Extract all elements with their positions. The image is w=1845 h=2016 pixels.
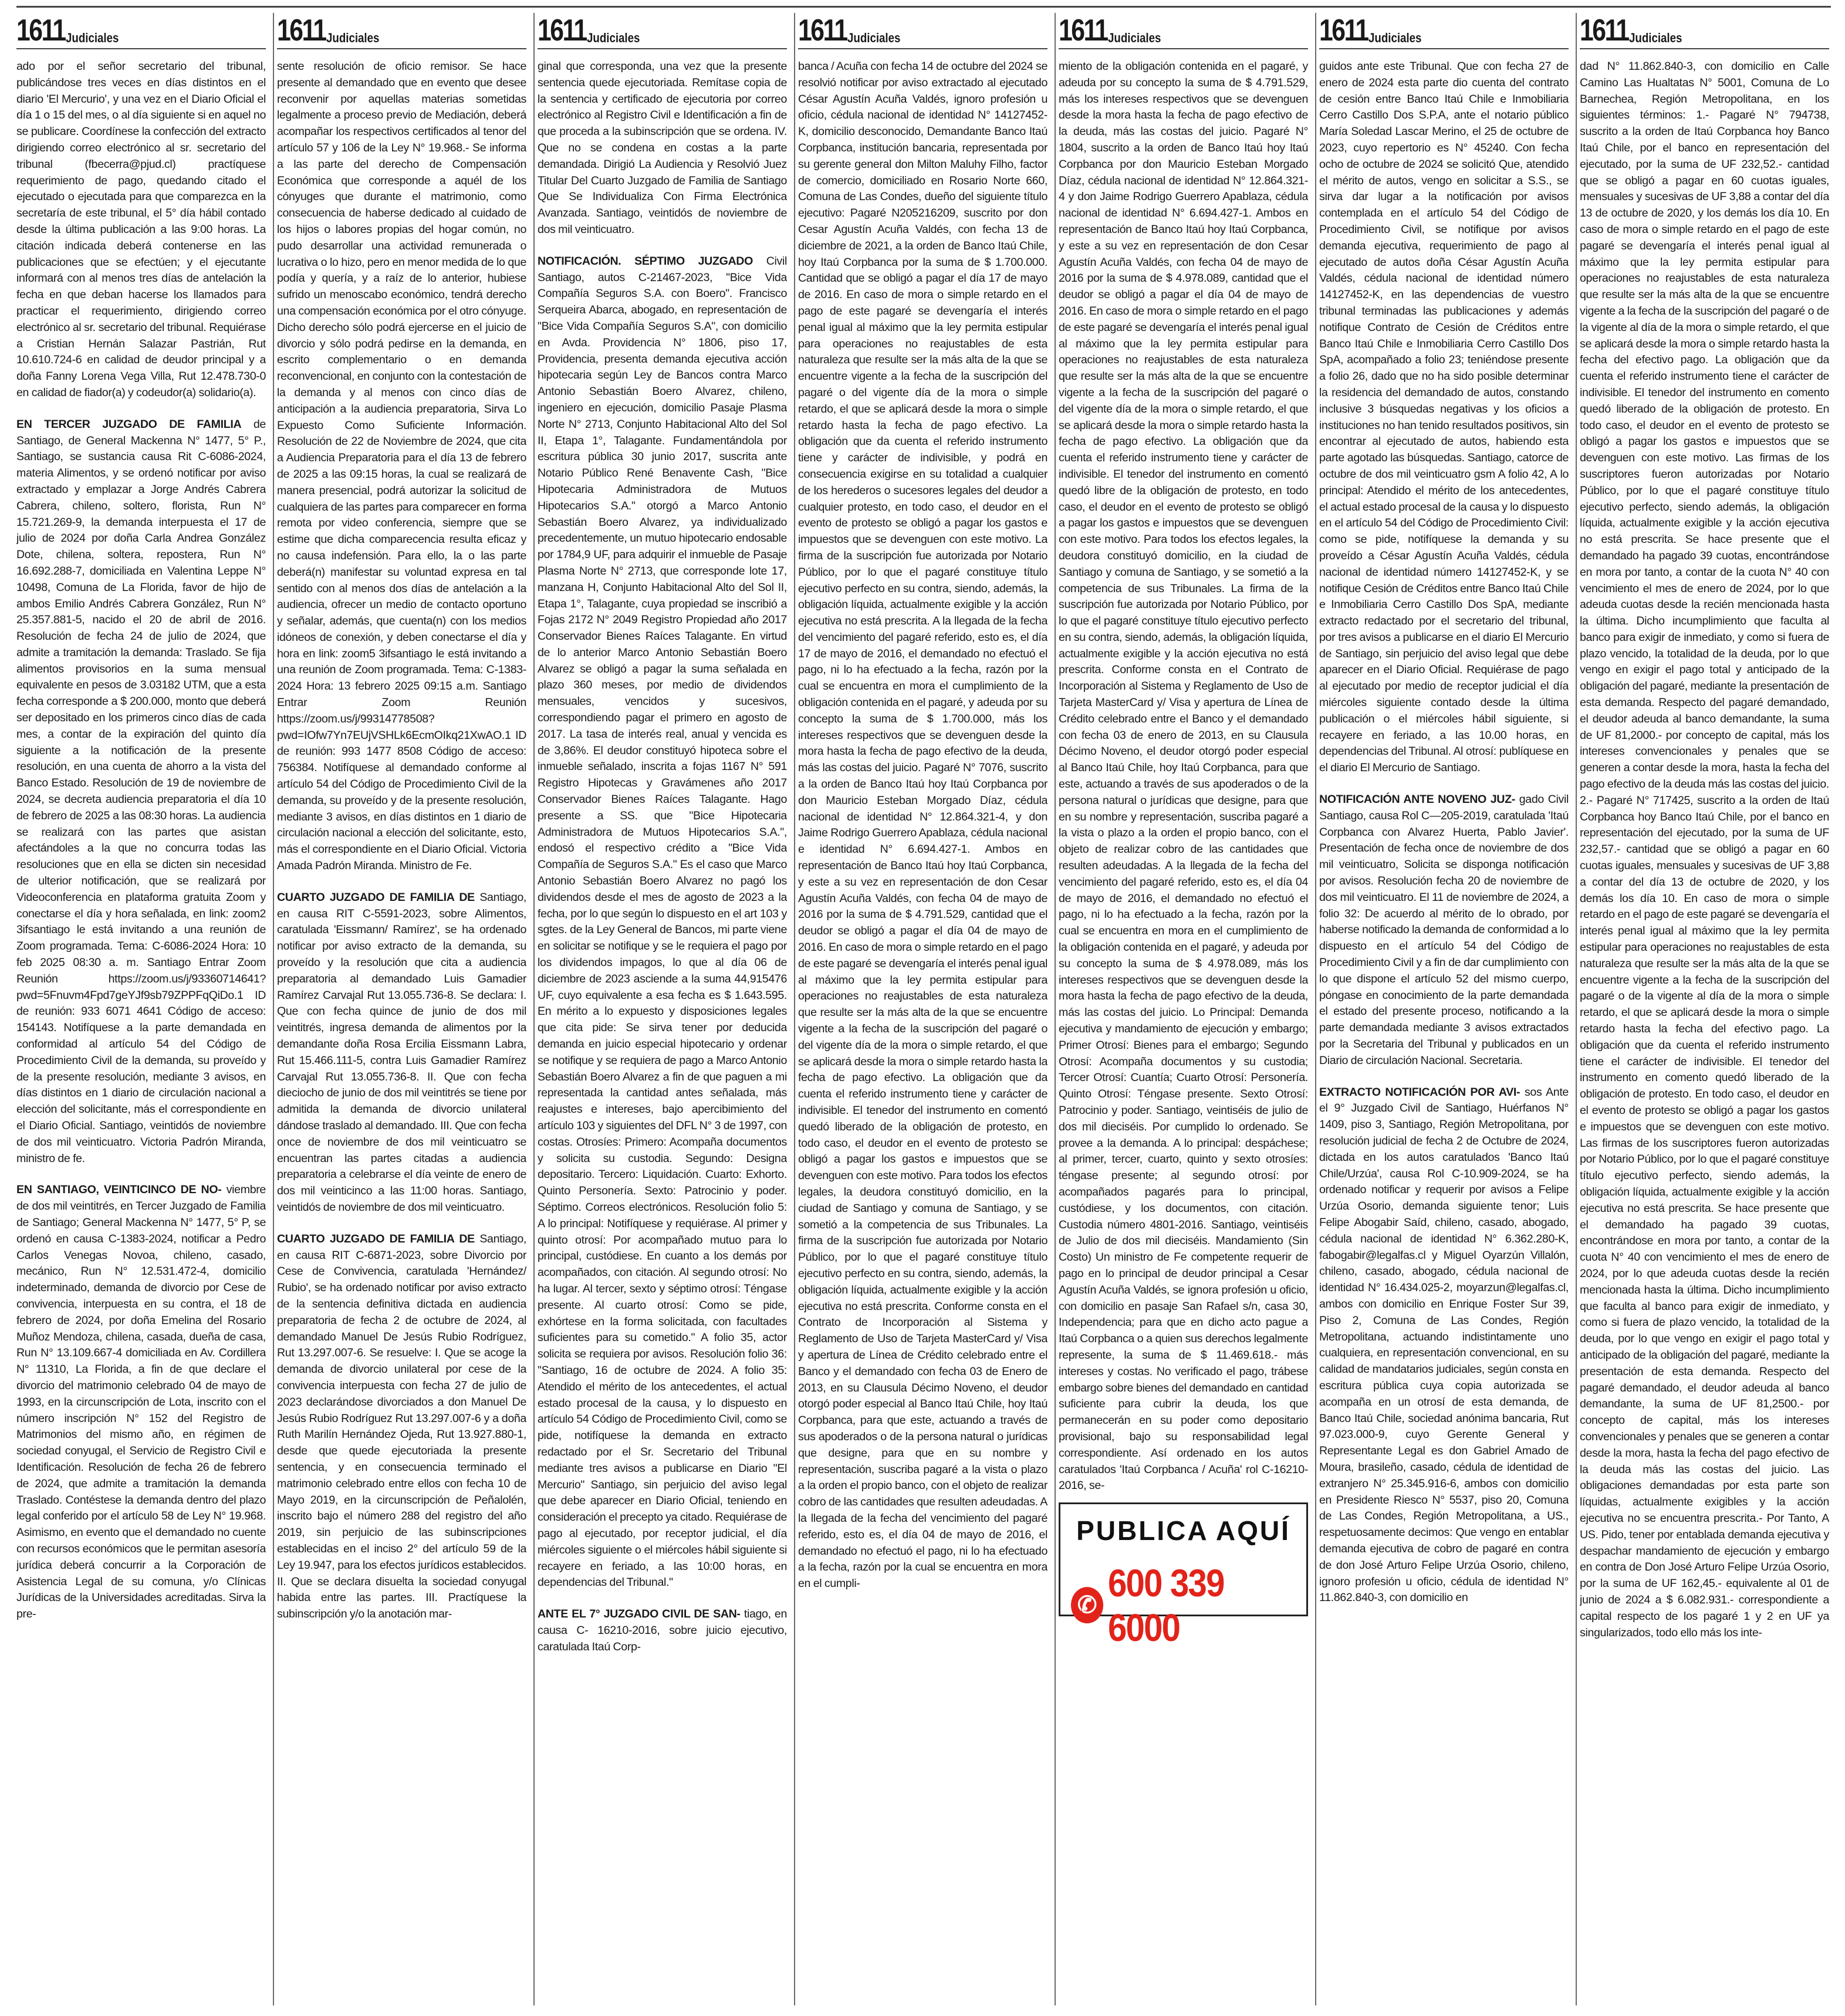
column-1	[16, 13, 266, 2005]
notice-text: ado por el señor secretario del tribunal, publicándose tres veces en días distintos en el diario 'El Mercurio', y una vez en el Diario Oficial el día 1 o 15 del mes, o al día siguiente si en aquel no se publicare. Coordínese la confección del extracto dirigiendo correo electrónico al sr. secretario del tribunal (fbecerra@pjud.cl) practíquese requerimiento de pago, quedando citado el ejecutado o ejecutada para que comparezca en la secretaría de este tribunal, el 5° día hábil contado desde la última publicación a las 9:00 horas. La citación indicada deberá contenerse en las publicaciones que se efectúen; y el ejecutante informará con al menos tres días de antelación la fecha en que deban hacerse los llamados para practicar el requerimiento, dirigiendo correo electrónico al sr. secretario del tribunal. Requiérase a Cristian Hernán Salazar Pastrián, Rut 10.610.724-6 en calidad de deudor principal y a doña Fanny Lorena Vega Villa, Rut 12.478.730-0 en calidad de fiador(a) y codeudor(a) solidario(a).	[16, 60, 266, 399]
legal-notice	[277, 890, 526, 1216]
column-divider	[1055, 13, 1056, 2005]
notice-text: ginal que corresponda, una vez que la presente sentencia quede ejecutoriada. Remítase copia de la sentencia y certificado de ejecutoria por correo electrónico al Registro Civil e Identificación a fin de que proceda a la subinscripción que se ordena. IV. Que no se condena en costas a la parte demandada. Dirigió La Audiencia y Resolvió Juez Titular Del Cuarto Juzgado de Familia de Santiago Que Se Individualiza Con Firma Electrónica Avanzada. Santiago, veintidós de noviembre de dos mil veinticuatro.	[538, 60, 787, 236]
legal-notice	[798, 59, 1047, 1592]
legal-notice	[1319, 59, 1569, 776]
column-header	[538, 13, 787, 49]
section-name: Judiciales	[1629, 31, 1682, 45]
column-header	[1319, 13, 1569, 49]
notice-text: sente resolución de oficio remisor. Se hace presente al demandado que en evento que desee reconvenir por aquellas materias sometidas legalmente a proceso previo de Mediación, deberá acompañar los respectivos certificados al tenor del artículo 57 y 106 de la Ley N° 19.968.- Se informa a las parte del derecho de Compensación Económica que corresponde a aquél de los cónyuges que durante el matrimonio, como consecuencia de haberse dedicado al cuidado de los hijos o labores propias del hogar común, no pudo desarrollar una actividad remunerada o lucrativa o lo hizo, pero en menor medida de lo que podía y quería, y a raíz de lo anterior, hubiese sufrido un menoscabo económico, tendrá derecho una compensación económica por el otro cónyuge. Dicho derecho sólo podrá ejercerse en el juicio de divorcio y sólo podrá pedirse en la demanda, en escrito complementario o en demanda reconvencional, en conjunto con la contestación de la demanda y al menos con cinco días de anticipación a la audiencia preparatoria, Sirva Lo Expuesto Como Suficiente Información. Resolución de 22 de Noviembre de 2024, que cita a Audiencia Preparatoria para el día 13 de febrero de 2025 a las 09:15 horas, la cual se realizará de manera presencial, podrá autorizar la solicitud de cualquiera de las partes para comparecer en forma remota por video conferencia, siempre que se estime que dicha comparecencia resulta eficaz y no causa indefensión. Para ello, la o las parte deberá(n) manifestar su voluntad expresa en tal sentido con al menos dos días de antelación a la audiencia, ofrecer un medio de contacto oportuno y señalar, además, que cuenta(n) con los medios idóneos de conexión, y deben conectarse el día y hora en link: zoom5 3ifsantiago le está invitando a una reunión de Zoom programada. Tema: C-1383-2024 Hora: 13 febrero 2025 09:15 a.m. Santiago Entrar Zoom Reunión https://zoom.us/j/99314778508?pwd=IOfw7Yn7EUjVSHLk6EcmOIkq21XwAO.1 ID de reunión: 993 1477 8508 Código de acceso: 756384. Notifíquese al demandado conforme al artículo 54 del Código de Procedimiento Civil de la demanda, su proveído y de la presente resolución, mediante 3 avisos, en días distintos en 1 diario de circulación nacional a elección del solicitante, esto, más el correspondiente en el Diario Oficial. Victoria Amada Padrón Miranda. Ministro de Fe.	[277, 60, 526, 873]
page-number: 1611	[277, 13, 326, 48]
section-name: Judiciales	[847, 31, 901, 45]
column-divider	[273, 13, 274, 2005]
page-number: 1611	[798, 13, 847, 48]
notice-text: gado Civil Santiago, causa Rol C—205-2019, caratulada 'Itaú Corpbanca con Alvarez Huerta, Pablo Javier'. Presentación de fecha once de noviembre de dos mil veinticuatro, Solicita se disponga notificación por avisos. Resolución fecha 20 de noviembre de dos mil veinticuatro. El 11 de noviembre de 2024, a folio 32: De acuerdo al mérito de lo obrado, por haberse notificado la demanda de conformidad a lo dispuesto en el artículo 54 del Código de Procedimiento Civil y a fin de dar cumplimiento con lo que dispone el artículo 52 del mismo cuerpo, póngase en conocimiento de la parte demandada el estado del presente proceso, notificando a la parte demandada mediante 3 avisos extractados por la Secretaria del Tribunal y publicados en un Diario de circulación Nacional. Secretaria.	[1319, 793, 1569, 1067]
notice-heading: NOTIFICACIÓN. SÉPTIMO JUZGADO	[538, 254, 753, 268]
column-header	[277, 13, 526, 49]
column-5	[1059, 13, 1308, 2005]
column-divider	[1576, 13, 1577, 2005]
section-name: Judiciales	[1368, 31, 1422, 45]
section-name: Judiciales	[587, 31, 640, 45]
legal-notice	[1059, 59, 1308, 1494]
page-number: 1611	[1580, 13, 1628, 48]
newspaper-page	[16, 6, 1831, 2001]
ad-phone-number: 600 339 6000	[1108, 1561, 1224, 1650]
column-2	[277, 13, 526, 2005]
column-6	[1319, 13, 1569, 2005]
notice-heading: ANTE EL 7° JUZGADO CIVIL DE SAN-	[538, 1608, 741, 1621]
page-number: 1611	[538, 13, 586, 48]
column-header	[1580, 13, 1829, 49]
notice-heading: CUARTO JUZGADO DE FAMILIA DE	[277, 1232, 475, 1245]
notice-text: guidos ante este Tribunal. Que con fecha 27 de enero de 2024 esta parte dio cuenta del contrato de cesión entre Banco Itaú Chile e Inmobiliaria Cerro Castillo Dos S.P.A, ante el notario público María Soledad Lascar Merino, el 25 de octubre de 2023, cuyo repertorio es N° 45240. Con fecha ocho de octubre de 2024 se solicitó Que, atendido el mérito de autos, vengo en solicitar a S.S., se sirva dar lugar a la notificación por avisos contemplada en el artículo 54 del Código de Procedimiento Civil, se notifique por avisos demanda ejecutiva, requerimiento de pago al ejecutado de autos doña César Agustín Acuña Valdés, cédula nacional de identidad número 14127452-K, en las dependencias de vuestro tribunal terminadas las publicaciones y además notifique Contrato de Cesión de Créditos entre Banco Itaú Chile e Inmobiliaria Cerro Castillo Dos SpA, acompañado a folio 23; teniéndose presente a folio 26, dado que no ha sido posible determinar la residencia del demandado de autos, constando inclusive 3 búsquedas negativas y los oficios a instituciones no han tenido resultados positivos, sin encontrar al ejecutado de autos, habiendo esta parte agotado las búsquedas. Santiago, catorce de octubre de dos mil veinticuatro gsm A folio 42, A lo principal: Atendido el mérito de los antecedentes, el actual estado procesal de la causa y lo dispuesto en el artículo 54 del Código de Procedimiento Civil: como se pide, notifíquese la demanda y su proveído a César Agustín Acuña Valdés, cédula nacional de identidad número 14127452-K, y se notifique Cesión de Créditos entre Banco Itaú Chile e Inmobiliaria Cerro Castillo Dos SpA, mediante extracto redactado por el secretario del tribunal, por tres avisos a publicarse en el diario El Mercurio de Santiago, sin perjuicio del aviso legal que debe aparecer en el Diario Oficial. Requiérase de pago al ejecutado por medio de receptor judicial el día miércoles siguiente contado desde la última publicación o el miércoles hábil siguiente, si recayere en feriado, a las 10.00 horas, en dependencias del Tribunal. Al otrosí: publíquese en el diario El Mercurio de Santiago.	[1319, 60, 1569, 775]
column-4	[798, 13, 1047, 2005]
column-header	[798, 13, 1047, 49]
notice-heading: EN TERCER JUZGADO DE FAMILIA	[16, 417, 242, 431]
section-name: Judiciales	[326, 31, 380, 45]
legal-notice	[16, 417, 266, 1167]
column-divider	[533, 13, 535, 2005]
legal-notice	[277, 1231, 526, 1623]
page-number: 1611	[1319, 13, 1368, 48]
column-header	[1059, 13, 1308, 49]
notice-text: dad N° 11.862.840-3, con domicilio en Calle Camino Las Hualtatas N° 5001, Comuna de Lo Barnechea, Región Metropolitana, en los siguientes términos: 1.- Pagaré N° 794738, suscrito a la orden de Itaú Corpbanca hoy Banco Itaú Chile, por el banco en representación del ejecutado, por la suma de UF 232,52.- cantidad que se obligó a pagar en 60 cuotas iguales, mensuales y sucesivas de UF 3,88 a contar del día 13 de octubre de 2020, y los demás los día 10. En caso de mora o simple retardo en el pago de este pagaré se devengaría el interés penal igual al máximo que la ley permita estipular para operaciones no reajustables de esta naturaleza que resulte ser la más alta de la que se encuentre vigente a la fecha de la suscripción del pagaré o de la vigente al día de la mora o simple retardo, el que se aplicará desde la mora o simple retardo hasta la fecha del efectivo pago. La obligación que da cuenta el referido instrumento tiene el carácter de indivisible. El tenedor del instrumento en comento quedó liberado de la obligación de protesto. En todo caso, el deudor en el evento de protesto se obligó a pagar los gastos e impuestos que se devenguen con este motivo. Las firmas de los suscriptores fueron autorizadas por Notario Público, por lo que el pagaré constituye título ejecutivo perfecto, siendo además, la obligación líquida, actualmente exigible y la acción ejecutiva no está prescrita. Se hace presente que el demandado ha pagado 39 cuotas, encontrándose en mora por tanto, a contar de la cuota N° 40 con vencimiento el mes de enero de 2024, por lo que adeuda cuotas desde la recién mencionada hasta la última. Dicho incumplimiento que faculta al banco para exigir de inmediato, y como si fuera de plazo vencido, la totalidad de la deuda, por lo que vengo en exigir el pago total y anticipado de la obligación del pagaré, mediante la presentación de esta demanda. Respecto del pagaré demandado, el deudor adeuda al banco demandante, la suma de UF 81,2000.- por concepto de capital, más los intereses convencionales y penales que se generen a contar desde la mora, hasta la fecha del pago efectivo de la deuda más las costas del juicio. 2.- Pagaré N° 717425, suscrito a la orden de Itaú Corpbanca hoy Banco Itaú Chile, por el banco en representación del ejecutado, por la suma de UF 232,57.- cantidad que se obligó a pagar en 60 cuotas iguales, mensuales y sucesivas de UF 3,88 a contar del día 13 de octubre de 2020, y los demás los día 10. En caso de mora o simple retardo en el pago de este pagaré se devengaría el interés penal igual al máximo que la ley permita estipular para operaciones no reajustables de esta naturaleza que resulte ser la más alta de la que se encuentre vigente a la fecha de la suscripción del pagaré o de la vigente al día de la mora o simple retardo, el que se aplicará desde la mora o simple retardo hasta la fecha del efectivo pago. La obligación que da cuenta el referido instrumento tiene el carácter de indivisible. El tenedor del instrumento en comento quedó liberado de la obligación de protesto. En todo caso, el deudor en el evento de protesto se obligó a pagar los gastos e impuestos que se devenguen con este motivo. Las firmas de los suscriptores fueron autorizadas por Notario Público, por lo que el pagaré constituye título ejecutivo perfecto, siendo además, la obligación líquida, actualmente exigible y la acción ejecutiva no está prescrita. Se hace presente que el demandado ha pagado 39 cuotas, encontrándose en mora por tanto, a contar de la cuota N° 40 con vencimiento el mes de enero de 2024, por lo que adeuda cuotas desde la recién mencionada hasta la última. Dicho incumplimiento que faculta al banco para exigir de inmediato, y como si fuera de plazo vencido, la totalidad de la deuda, por lo que vengo en exigir el pago total y anticipado de la obligación del pagaré, mediante la presentación de esta demanda. Respecto del pagaré demandado, el deudor adeuda al banco demandante, la suma de UF 81,2500.- por concepto de capital, más los intereses convencionales y penales que se generen a contar desde la mora, hasta la fecha del pago efectivo de la deuda más las costas del juicio. Las obligaciones demandadas por esta parte son líquidas, actualmente exigibles y la acción ejecutiva no se encuentra prescrita.- Por Tanto, A US. Pido, tener por entablada demanda ejecutiva y despachar mandamiento de ejecución y embargo en contra de Don José Arturo Felipe Urzúa Osorio, por la suma de UF 162,45.- equivalente al 01 de junio de 2024 a $ 6.082.931.- correspondiente a capital respecto de los pagaré 1 y 2 en UF ya singularizados, todo ello más los inte-	[1580, 60, 1829, 1639]
legal-notice	[538, 59, 787, 238]
legal-notice	[16, 1182, 266, 1623]
column-header	[16, 13, 266, 49]
notice-text: de Santiago, de General Mackenna N° 1477, 5° P., Santiago, se sustancia causa Rit C-6086-2024, materia Alimentos, y se ordenó notificar por aviso extractado y emplazar a Jorge Andrés Cabrera Cabrera, chileno, soltero, florista, Run N° 15.721.269-9, la demanda interpuesta el 17 de julio de 2024 por doña Carla Andrea González Dote, chilena, soltera, repostera, Run N° 16.692.288-7, domiciliada en Valentina Leppe N° 10498, Comuna de La Florida, favor de hijo de ambos Emilio Andrés Cabrera González, Run N° 25.357.881-5, nacido el 20 de abril de 2016. Resolución de fecha 24 de julio de 2024, que admite a tramitación la demanda: Traslado. Se fija alimentos provisorios en la suma mensual equivalente en pesos de 3.03182 UTM, que a esta fecha corresponde a $ 200.000, monto que deberá ser depositado en los primeros cinco días de cada mes, a contar de la expiración del quinto día siguiente a la notificación de la presente resolución, en una cuenta de ahorro a la vista del Banco Estado. Resolución de 19 de noviembre de 2024, se decreta audiencia preparatoria el día 10 de febrero de 2025 a las 08:30 horas. La audiencia se realizará con las partes que asistan afectándoles a la que no concurra todas las resoluciones que en ella se dicten sin necesidad de ulterior notificación, que se realizará por Videoconferencia en plataforma gratuita Zoom y conectarse el día y hora señalada, en link: zoom2 3ifsantiago le está invitando a una reunión de Zoom programada. Tema: C-6086-2024 Hora: 10 feb 2025 08:30 a. m. Santiago Entrar Zoom Reunión https://zoom.us/j/93360714641?pwd=5Fnuvm4Fpd7geYJf9sb79ZPPFqQiDo.1 ID de reunión: 933 6071 4641 Código de acceso: 154143. Notifíquese a la parte demandada en conformidad al artículo 54 del Código de Procedimiento Civil de la demanda, su proveído y de la presente resolución, mediante 3 avisos, en días distintos en 1 diario de circulación nacional a elección del solicitante, más el correspondiente en el Diario Oficial. Santiago, veintidós de noviembre de dos mil veinticuatro. Victoria Padrón Miranda, ministro de fe.	[16, 417, 266, 1165]
notice-text: Santiago, en causa RIT C-5591-2023, sobre Alimentos, caratulada 'Eissmann/ Ramírez', se ha ordenado notificar por aviso extracto de la demanda, su proveído y la resolución que cita a audiencia preparatoria al demandado Luis Gamadier Ramírez Carvajal Rut 13.055.736-8. Se declara: I. Que con fecha quince de junio de dos mil veintitrés, ingresa demanda de alimentos por la demandante doña Rosa Ercilia Eissmann Labra, Rut 15.466.111-5, contra Luis Gamadier Ramírez Carvajal Rut 13.055.736-8. II. Que con fecha dieciocho de junio de dos mil veintitrés se tiene por admitida la demanda de divorcio unilateral dándose traslado al demandado. III. Que con fecha once de noviembre de dos mil veinticuatro se encuentran las partes citadas a audiencia preparatoria a celebrarse el día veinte de enero de dos mil veinticinco a las 11:00 horas. Santiago, veintidós de noviembre de dos mil veinticuatro.	[277, 890, 526, 1214]
page-number: 1611	[1059, 13, 1107, 48]
notice-heading: EXTRACTO NOTIFICACIÓN POR AVI-	[1319, 1085, 1520, 1099]
column-divider	[794, 13, 795, 2005]
legal-notice	[1319, 792, 1569, 1069]
legal-notice	[277, 59, 526, 874]
legal-notice	[538, 1606, 787, 1655]
ad-phone	[1071, 1561, 1306, 1650]
column-7	[1580, 13, 1829, 2005]
notice-text: Civil Santiago, autos C-21467-2023, "Bice Vida Compañía Seguros S.A. con Boero". Francisco Serqueira Abarca, abogado, en representación de "Bice Vida Compañía Seguros S.A", con domicilio en Avda. Providencia N° 1806, piso 17, Providencia, presenta demanda ejecutiva acción hipotecaria según Ley de Bancos contra Marco Antonio Sebastián Boero Alvarez, chileno, ingeniero en ejecución, domicilio Pasaje Plasma Norte N° 2713, Conjunto Habitacional Alto del Sol II, Etapa 1°, Talagante. Fundamentándola por escritura pública 30 junio 2017, suscrita ante Notario Público René Benavente Cash, "Bice Hipotecaria Administradora de Mutuos Hipotecarios S.A." otorgó a Marco Antonio Sebastián Boero Alvarez, ya individualizado precedentemente, un mutuo hipotecario endosable por 1784,9 UF, para adquirir el inmueble de Pasaje Plasma Norte N° 2713, que corresponde lote 17, manzana H, Conjunto Habitacional Alto del Sol II, Etapa 1°, Talagante, cuya propiedad se inscribió a Fojas 2172 N° 2049 Registro Propiedad año 2017 Conservador Bienes Raíces Talagante. En virtud de lo anterior Marco Antonio Sebastián Boero Alvarez se obligó a pagar la suma señalada en plazo 360 meses, por medio de dividendos mensuales, vencidos y sucesivos, correspondiendo pagar el primero en agosto de 2017. La tasa de interés real, anual y vencida es de 3,86%. El deudor constituyó hipoteca sobre el inmueble señalado, inscrita a fojas 1167 N° 591 Registro Hipotecas y Gravámenes año 2017 Conservador Bienes Raíces Talagante. Hago presente a SS. que "Bice Hipotecaria Administradora de Mutuos Hipotecarios S.A.", endosó el respectivo crédito a "Bice Vida Compañía de Seguros S.A." Es el caso que Marco Antonio Sebastián Boero Alvarez no pagó los dividendos desde el mes de agosto de 2023 a la fecha, por lo que según lo dispuesto en el art 103 y sgtes. de la Ley General de Bancos, mi parte viene en solicitar se notifique y se le requiera el pago por los dividendos impagos, lo que al día 06 de diciembre de 2023 asciende a la suma 44,915476 UF, cuyo equivalente a esa fecha es $ 1.643.595. En mérito a lo expuesto y disposiciones legales que cita pide: Se sirva tener por deducida demanda en juicio especial hipotecario y ordenar se notifique y se requiera de pago a Marco Antonio Sebastián Boero Alvarez a fin de que paguen a mi representada la cantidad antes señalada, más reajustes e intereses, bajo apercibimiento del artículo 103 y siguientes del DFL N° 3 de 1997, con costas. Otrosíes: Primero: Acompaña documentos y solicita su custodia. Segundo: Designa depositario. Tercero: Liquidación. Cuarto: Exhorto. Quinto Personería. Sexto: Patrocinio y poder. Séptimo. Correos electrónicos. Resolución folio 5: A lo principal: Notifíquese y requiérase. Al primer y quinto otrosí: Por acompañado mutuo para lo principal, custódiese. En cuanto a los demás por acompañados, con citación. Al segundo otrosí: No ha lugar. Al tercer, sexto y séptimo otrosí: Téngase presente. Al cuarto otrosí: Como se pide, exhórtese en la forma solicitada, con facultades suficientes para su cometido." A folio 35, actor solicita se requiera por avisos. Resolución folio 36: "Santiago, 16 de octubre de 2024. A folio 35: Atendido el mérito de los antecedentes, el actual estado procesal de la causa, y lo dispuesto en artículo 54 Código de Procedimiento Civil, como se pide, notifíquese la demanda en extracto redactado por el Sr. Secretario del Tribunal mediante tres avisos a publicarse en Diario "El Mercurio" Santiago, sin perjuicio del aviso legal que debe aparecer en Diario Oficial, teniendo en consideración el precepto ya citado. Requiérase de pago al ejecutado, por receptor judicial, el día miércoles siguiente o el miércoles hábil siguiente si recayere en feriado, a las 10:00 horas, en dependencias del Tribunal."	[538, 254, 787, 1589]
section-name: Judiciales	[66, 31, 119, 45]
notice-text: viembre de dos mil veintitrés, en Tercer Juzgado de Familia de Santiago; General Mackenna N° 1477, 5° P, se ordenó en causa C-1383-2024, notificar a Pedro Carlos Venegas Novoa, chileno, casado, mecánico, Run N° 12.531.472-4, domicilio indeterminado, demanda de divorcio por Cese de convivencia, interpuesta en su contra, el 18 de febrero de 2024, por doña Emelina del Rosario Muñoz Mendoza, chilena, casada, dueña de casa, Run N° 13.109.667-4 domiciliada en Av. Cordillera N° 11310, La Florida, a fin de que declare el divorcio del matrimonio celebrado 04 de mayo de 1993, en la circunscripción de Lota, inscrito con el número inscripción N° 152 del Registro de Matrimonios del mismo año, en régimen de sociedad conyugal, el Servicio de Registro Civil e Identificación. Resolución de fecha 26 de febrero de 2024, que admite a tramitación la demanda Traslado. Contéstese la demanda dentro del plazo legal conferido por el artículo 58 de Ley N° 19.968. Asimismo, en evento que el demandado no cuente con recursos económicos que le permitan asesoría jurídica deberá concurrir a la Corporación de Asistencia Legal de su comuna, y/o Clínicas Jurídicas de la Universidades acreditadas. Sirva la pre-	[16, 1183, 266, 1621]
notice-text: sos Ante el 9° Juzgado Civil de Santiago, Huérfanos N° 1409, piso 3, Santiago, Región Metropolitana, por resolución judicial de fecha 2 de Octubre de 2024, dictada en los autos caratulados 'Banco Itaú Chile/Urzúa', causa Rol C-10.909-2024, se ha ordenado notificar y requerir por avisos a Felipe Urzúa Osorio, demanda siguiente tenor; Luis Felipe Abogabir Saíd, chileno, casado, abogado, cédula nacional de identidad N° 6.362.280-K, fabogabir@legalfas.cl y Miguel Oyarzún Villalón, chileno, casado, abogado, cédula nacional de identidad N° 16.434.025-2, moyarzun@legalfas.cl, ambos con domicilio en Enrique Foster Sur 39, Piso 2, Comuna de Las Condes, Región Metropolitana, actuando indistintamente uno cualquiera, en representación convencional, en su calidad de mandatarios judiciales, según consta en escritura pública cuya copia autorizada se acompaña en un otrosí de esta demanda, de Banco Itaú Chile, sociedad anónima bancaria, Rut 97.023.000-9, cuyo Gerente General y Representante Legal es don Gabriel Amado de Moura, brasileño, casado, cédula de identidad de extranjero N° 25.345.916-6, ambos con domicilio en Presidente Riesco N° 5537, piso 20, Comuna de Las Condes, Región Metropolitana, a US., respetuosamente decimos: Que vengo en entablar demanda ejecutiva de cobro de pagaré en contra de don José Arturo Felipe Urzúa Osorio, chileno, ignoro profesión u oficio, cédula de identidad N° 11.862.840-3, con domicilio en	[1319, 1085, 1569, 1605]
notice-heading: CUARTO JUZGADO DE FAMILIA DE	[277, 890, 475, 904]
notice-text: Santiago, en causa RIT C-6871-2023, sobre Divorcio por Cese de Convivencia, caratulada 'Hernández/ Rubio', se ha ordenado notificar por aviso extracto de la sentencia definitiva dictada en audiencia preparatoria de fecha 2 de octubre de 2024, al demandado Manuel De Jesús Rubio Rodríguez, Rut 13.297.007-6. Se resuelve: I. Que se acoge la demanda de divorcio unilateral por cese de la convivencia interpuesta con fecha 27 de julio de 2023 declarándose divorciados a don Manuel De Jesús Rubio Rodríguez Rut 13.297.007-6 y a doña Ruth Marilín Hernández Ojeda, Rut 13.927.880-1, desde que quede ejecutoriada la presente sentencia, y en consecuencia terminado el matrimonio celebrado entre ellos con fecha 10 de Mayo 2019, en la circunscripción de Peñalolén, inscrito bajo el número 288 del registro del año 2019, sin perjuicio de las subinscripciones establecidas en el inciso 2° del artículo 59 de la Ley 19.947, para los efectos jurídicos establecidos. II. Que se declara disuelta la sociedad conyugal habida entre las partes. III. Practíquese la subinscripción y/o la anotación mar-	[277, 1232, 526, 1621]
notice-heading: EN SANTIAGO, VEINTICINCO DE NO-	[16, 1183, 222, 1197]
legal-notice	[538, 254, 787, 1591]
phone-icon: ✆	[1071, 1587, 1103, 1623]
ad-title: PUBLICA AQUÍ	[1076, 1515, 1290, 1546]
column-3	[538, 13, 787, 2005]
top-rule	[16, 6, 1831, 8]
notice-text: banca / Acuña con fecha 14 de octubre del 2024 se resolvió notificar por aviso extractado al ejecutado César Agustín Acuña Valdés, ignoro profesión u oficio, cédula nacional de identidad N° 14127452-K, domicilio desconocido, Demandante Banco Itaú Corpbanca, institución bancaria, representada por su gerente general don Milton Maluhy Filho, factor de comercio, domiciliado en Rosario Norte 660, Comuna de Las Condes, dueño del siguiente título ejecutivo: Pagaré N205216209, suscrito por don Cesar Agustín Acuña Valdés, con fecha 13 de diciembre de 2021, a la orden de Banco Itaú Chile, hoy Itaú Corpbanca por la suma de $ 1.700.000. Cantidad que se obligó a pagar el día 17 de mayo de 2016. En caso de mora o simple retardo en el pago de este pagaré se devengaría el interés penal igual al máximo que la ley permita estipular para operaciones no reajustables de esta naturaleza que resulte ser la más alta de la que se encuentre vigente a la fecha de la suscripción del pagaré o del vigente día de la mora o simple retardo, el que se aplicará desde la mora o simple retardo hasta la fecha de pago efectivo. La obligación que da cuenta el referido instrumento tiene y carácter de indivisible, y podrá en consecuencia exigirse en su totalidad a cualquier de los herederos o sucesores legales del deudor a cualquier protesto, en todo caso, el deudor en el evento de protesto se obligó a pagar los gastos e impuestos que se devenguen con este motivo. La firma de la suscripción fue autorizada por Notario Público, por lo que el pagaré constituye título ejecutivo perfecto en su contra, siendo, además, la obligación líquida, actualmente exigible y la acción ejecutiva no está prescrita. A la llegada de la fecha del vencimiento del pagaré referido, esto es, el día 17 de mayo de 2016, el demandado no efectuó el pago, ni lo ha efectuado a la fecha, razón por la cual se encuentra en mora el cumplimiento de la obligación contenida en el pagaré, y adeuda por su concepto la suma de $ 1.700.000, más los intereses respectivos que se devenguen desde la mora hasta la fecha de pago efectivo de la deuda, más las costas del juicio. Pagaré N° 7076, suscrito a la orden de Banco Itaú hoy Itaú Corpbanca por don Mauricio Esteban Morgado Díaz, cédula nacional de identidad N° 12.864.321-4, y don Jaime Rodrigo Guerrero Apablaza, cédula nacional e identidad N° 6.694.427-1. Ambos en representación de Banco Itaú hoy Itaú Corpbanca, y este a su vez en representación de don Cesar Agustín Acuña Valdés, con fecha 04 de mayo de 2016 por la suma de $ 4.791.529, cantidad que el deudor se obligó a pagar el día 04 de mayo de 2016. En caso de mora o simple retardo en el pago de este pagaré se devengaría el interés penal igual al máximo que la ley permita estipular para operaciones no reajustables de esta naturaleza que resulte ser la más alta de la que se encuentre vigente a la fecha de la suscripción del pagaré o del vigente día de la mora o simple retardo, el que se aplicará desde la mora o simple retardo hasta la fecha de pago efectivo. La obligación que da cuenta el referido instrumento tiene y carácter de indivisible. El tenedor del instrumento en comentó quedó liberado de la obligación de protesto, en todo caso, el deudor en el evento de protesto se obligó a pagar los gastos e impuestos que se devenguen con este motivo. Para todos los efectos legales, la deudora constituyó domicilio, en la ciudad de Santiago y comuna de Santiago, y se sometió a la competencia de sus Tribunales. La firma de la suscripción fue autorizada por Notario Público, por lo que el pagaré constituye título ejecutivo perfecto en su contra, siendo, además, la obligación líquida, actualmente exigible y la acción ejecutiva no está prescrita. Conforme consta en el Contrato de Incorporación al Sistema y Reglamento de Uso de Tarjeta MasterCard y/ Visa y apertura de Línea de Crédito celebrado entre el Banco y el demandado con fecha 03 de Enero de 2013, en su Clausula Décimo Noveno, el deudor otorgó poder especial al Banco Itaú Chile, hoy Itaú Corpbanca, para que este, actuando a través de sus apoderados o de la persona natural o jurídicas que designe, para que en su nombre y representación, suscriba pagaré a la vista o plazo a la orden el propio banco, con el objeto de realizar cobro de las cantidades que resulten adeudadas. A la llegada de la fecha del vencimiento del pagaré referido, esto es, el día 04 de mayo de 2016, el demandado no efectuó el pago, ni lo ha efectuado a la fecha, razón por la cual se encuentra en mora en el cumpli-	[798, 60, 1047, 1590]
page-number: 1611	[16, 13, 65, 48]
legal-notice	[1319, 1085, 1569, 1607]
column-divider	[1315, 13, 1316, 2005]
legal-notice	[16, 59, 266, 401]
section-name: Judiciales	[1108, 31, 1161, 45]
legal-notice	[1580, 59, 1829, 1641]
notice-text: miento de la obligación contenida en el pagaré, y adeuda por su concepto la suma de $ 4.791.529, más los intereses respectivos que se devenguen desde la mora hasta la fecha de pago efectivo de la deuda, más las costas del juicio. Pagaré N° 1804, suscrito a la orden de Banco Itaú hoy Itaú Corpbanca por don Mauricio Esteban Morgado Díaz, cédula nacional de identidad N° 12.864.321-4 y don Jaime Rodrigo Guerrero Apablaza, cédula nacional de identidad N° 6.694.427-1. Ambos en representación de Banco Itaú hoy Itaú Corpbanca, y este a su vez en representación de don Cesar Agustín Acuña Valdés, con fecha 04 de mayo de 2016 por la suma de $ 4.978.089, cantidad que el deudor se obligó a pagar el día 04 de mayo de 2016. En caso de mora o simple retardo en el pago de este pagaré se devengaría el interés penal igual al máximo que la ley permita estipular para operaciones no reajustables de esta naturaleza que resulte ser la más alta de la que se encuentre vigente a la fecha de la suscripción del pagaré o del vigente día de la mora o simple retardo, el que se aplicará desde la mora o simple retardo hasta la fecha de pago efectivo. La obligación que da cuenta el referido instrumento tiene y carácter de indivisible. El tenedor del instrumento en comentó quedó libre de la obligación de protesto, en todo caso, el deudor en el evento de protesto se obligó a pagar los gastos e impuestos que se devenguen con este motivo. Para todos los efectos legales, la deudora constituyó domicilio, en la ciudad de Santiago y comuna de Santiago, y se sometió a la competencia de sus Tribunales. La firma de la suscripción fue autorizada por Notario Público, por lo que el pagaré constituye título ejecutivo perfecto en su contra, siendo, además, la obligación líquida, actualmente exigible y la acción ejecutiva no está prescrita. Conforme consta en el Contrato de Incorporación al Sistema y Reglamento de Uso de Tarjeta MasterCard y/ Visa y apertura de Línea de Crédito celebrado entre el Banco y el demandado con fecha 03 de enero de 2013, en su Clausula Décimo Noveno, el deudor otorgó poder especial al Banco Itaú Chile, hoy Itaú Corpbanca, para que este, actuando a través de sus apoderados o de la persona natural o jurídicas que designe, para que en su nombre y representación, suscriba pagaré a la vista o plazo a la orden el propio banco, con el objeto de realizar cobro de las cantidades que resulten adeudadas. A la llegada de la fecha del vencimiento del pagaré referido, esto es, el día 04 de mayo de 2016, el demandado no efectuó el pago, ni lo ha efectuado a la fecha, razón por la cual se encuentra en mora en el cumplimiento de la obligación contenida en el pagaré, y adeuda por su concepto la suma de $ 4.978.089, más los intereses respectivos que se devenguen desde la mora hasta la fecha de pago efectivo de la deuda, más las costas del juicio. Lo Principal: Demanda ejecutiva y mandamiento de ejecución y embargo; Primer Otrosí: Bienes para el embargo; Segundo Otrosí: Acompaña documentos y su custodia; Tercer Otrosí: Cuantía; Cuarto Otrosí: Personería. Quinto Otrosí: Téngase presente. Sexto Otrosí: Patrocinio y poder. Santiago, veintiséis de julio de dos mil dieciséis. Por cumplido lo ordenado. Se provee a la demanda. A lo principal: despáchese; al primer, tercer, cuarto, quinto y sexto otrosíes: téngase presente; al segundo otrosí: por acompañados pagarés para lo principal, custódiese, y los documentos, con citación. Custodia número 4801-2016. Santiago, veintiséis de Julio de dos mil dieciséis. Mandamiento (Sin Costo) Un ministro de Fe competente requerir de pago en lo principal de deudor principal a Cesar Agustín Acuña Valdés, se ignora profesión u oficio, con domicilio en pasaje San Rafael s/n, casa 30, Independencia; para que en dicho acto pague a Itaú Corpbanca o a quien sus derechos legalmente represente, la suma de $ 11.469.618.- más intereses y costas. No verificado el pago, trábese embargo sobre bienes del demandado en cantidad suficiente para cubrir la deuda, los que permanecerán en su poder como depositario provisional, bajo su responsabilidad legal correspondiente. Así ordenado en los autos caratulados 'Itaú Corpbanca / Acuña' rol C-16210-2016, se-	[1059, 60, 1308, 1492]
notice-heading: NOTIFICACIÓN ANTE NOVENO JUZ-	[1319, 793, 1515, 806]
notice-text: tiago, en causa C- 16210-2016, sobre juicio ejecutivo, caratulada Itaú Corp-	[538, 1608, 787, 1653]
advertisement-box[interactable]	[1059, 1502, 1308, 1650]
